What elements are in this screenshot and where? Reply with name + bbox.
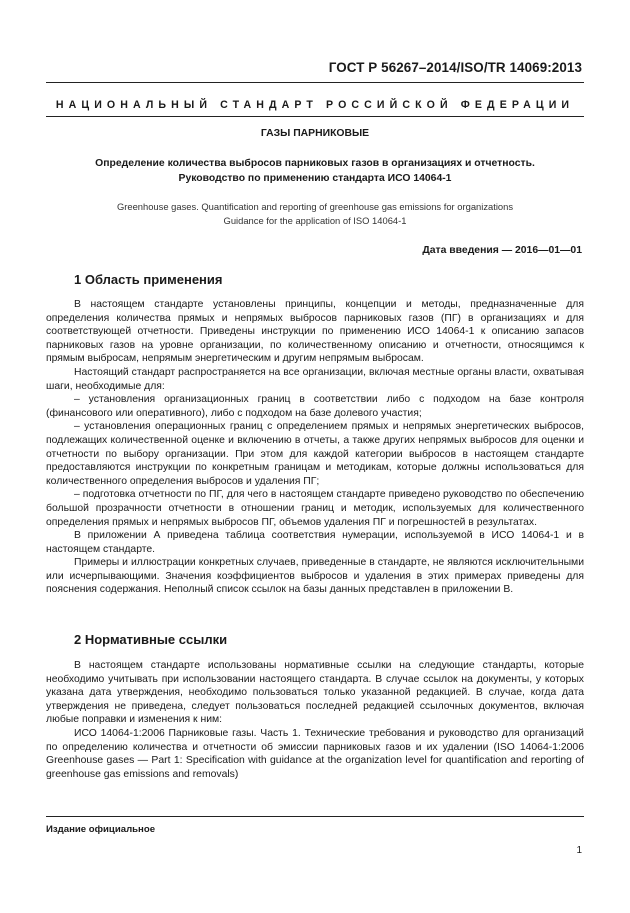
page-number: 1 [576, 845, 582, 856]
section-1-paragraph: Примеры и иллюстрации конкретных случаев, приведенные в стандарте, не являются исключительными или исчерпывающими. Значения коэффициентов выбросов и удаления в этих примерах приведены для пояснения содержания. Неполный список ссылок на базы данных представлен в приложении В. [46, 557, 584, 596]
introduction-date: Дата введения — 2016—01—01 [422, 245, 582, 256]
section-1-paragraph: В приложении А приведена таблица соответствия нумерации, используемой в ИСО 14064-1 и в настоящем стандарте. [46, 530, 584, 555]
section-2-paragraph: В настоящем стандарте использованы нормативные ссылки на следующие стандарты, которые необходимо учитывать при использовании настоящего стандарта. В случае ссылок на документы, у которых указана дата утверждения, необходимо пользоваться только указанной редакцией. В случае, когда дата утверждения не приведена, следует пользоваться последней редакцией ссылочных документов, включая любые поправки и изменения к ним: [46, 660, 584, 726]
english-subtitle-line-1: Greenhouse gases. Quantification and reporting of greenhouse gas emissions for organizations [116, 201, 514, 212]
section-1-paragraph: Настоящий стандарт распространяется на все организации, включая местные органы власти, охватывая шаги, необходимые для: [46, 366, 584, 392]
russian-subtitle-line-2: Руководство по применению стандарта ИСО 14064-1 [178, 173, 452, 184]
russian-subtitle [46, 156, 584, 186]
section-1-list-item: – подготовка отчетности по ПГ, для чего в настоящем стандарте приведено руководство по обеспечению большой прозрачности отчетности в отношении границ и методик, используемых для количественного определения прямых и непрямых выбросов ПГ, объемов удаления ПГ и погрешностей в результатах. [46, 489, 584, 528]
standard-code: ГОСТ Р 56267–2014/ISO/TR 14069:2013 [328, 60, 582, 75]
english-subtitle-line-2: Guidance for the application of ISO 14064-1 [223, 215, 407, 226]
section-2-heading: 2 Нормативные ссылки [74, 632, 228, 647]
russian-subtitle-line-1: Определение количества выбросов парниковых газов в организациях и отчетность. [95, 158, 535, 169]
section-1-heading: 1 Область применения [74, 272, 223, 287]
section-1-body [46, 298, 584, 597]
banner-rule [46, 116, 584, 117]
document-title: ГАЗЫ ПАРНИКОВЫЕ [260, 128, 370, 139]
section-1-paragraph: В настоящем стандарте установлены принципы, концепции и методы, предназначенные для определения количества прямых и непрямых выбросов парниковых газов (ПГ) в организациях и для соответствующей отчетности. Приведены инструкции по применению ИСО 14064-1 к описанию запасов парниковых газов на уровне организации, по количественному описанию и отчетности, относящимся к прямым выбросам, непрямым энергетическим и другим непрямым выбросам. [46, 299, 584, 365]
section-2-body [46, 659, 584, 781]
section-2-reference: ИСО 14064-1:2006 Парниковые газы. Часть 1. Технические требования и руководство для организаций по определению количества и отчетности об эмиссии парниковых газов и их удалении (ISO 14064-1:2006 Greenhouse gases — Part 1: Specification with guidance at the organization level for quantification and reporting of greenhouse gas emissions and removals) [46, 727, 584, 780]
section-1-list-item: – установления организационных границ в соответствии либо с подходом на базе контроля (финансового или оперативного), либо с подходом на базе долевого участия; [46, 394, 584, 419]
header-rule [46, 82, 584, 83]
english-subtitle [46, 200, 584, 228]
footer-rule [46, 816, 584, 817]
section-1-list-item: – установления операционных границ с определением прямых и непрямых энергетических выбросов, подлежащих количественной оценке и включению в отчеты, а также других непрямых выбросов для оценки и отчетности по выбору организации. При этом для каждой категории выбросов в настоящем стандарте предоставляются инструкции по конкретным границам и методикам, которые должны использоваться для количественного определения выбросов и удаления ПГ; [46, 421, 584, 487]
edition-label: Издание официальное [46, 824, 156, 835]
national-standard-banner: НАЦИОНАЛЬНЫЙ СТАНДАРТ РОССИЙСКОЙ ФЕДЕРАЦИИ [55, 99, 575, 111]
